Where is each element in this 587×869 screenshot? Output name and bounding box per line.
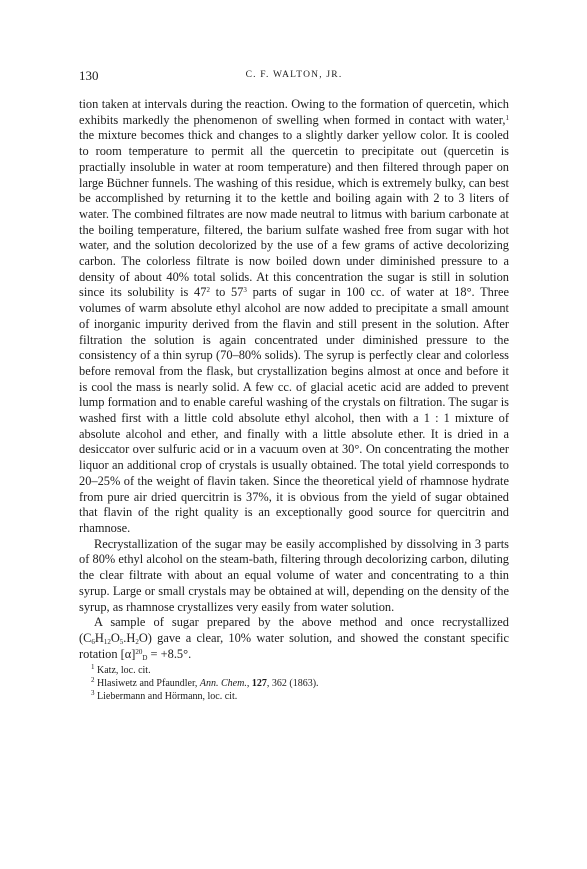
text-span: parts of sugar in 100 cc. of water at 18°. Three volumes of warm absolute ethyl alcohol are now added to precipitate a small amount of inorganic impurity derived from the flavin and still present in the solution. After filtration the solution is again concentrated under diminished pressure to the consistency of a thin syrup (70–80% solids). The syrup is perfectly clear and colorless before removal from the flask, but crystallization begins almost at once and before it is cool the mass is nearly solid. A few cc. of glacial acetic acid are added to prevent lump formation and to enable careful washing of the crystals on filtration. The sugar is washed first with a little cold absolute ethyl alcohol, then with a 1 : 1 mixture of absolute alcohol and ether, and finally with a little absolute ether. It is dried in a desiccator over sulfuric acid or in a vacuum oven at 30°. On concentrating the mother liquor an additional crop of crystals is usually obtained. The total yield corresponds to 20–25% of the weight of flavin taken. Since the theoretical yield of rhamnose hydrate from pure air dried quercitrin is 37%, it is obvious from the yield of sugar obtained that flavin of the right quality is an exceptionally good source for quercitrin and rhamnose. xyxy=(79,285,510,535)
footnote-text: , 362 (1863). xyxy=(266,678,319,690)
footnote-ref: 2 xyxy=(206,286,210,295)
footnotes xyxy=(79,664,509,703)
subscript: 12 xyxy=(103,637,111,646)
text-span: O) gave a clear, 10% water solution, and showed the constant specific rotation [α] xyxy=(79,630,509,661)
page-header xyxy=(79,68,509,88)
footnote-ref: 3 xyxy=(243,286,247,295)
subscript: 6 xyxy=(91,637,95,646)
superscript: 20 xyxy=(135,647,143,656)
text-span: A sample of sugar prepared by the above method and once recrystallized (C xyxy=(79,615,509,645)
body-text xyxy=(79,97,509,703)
footnote-ref: 1 xyxy=(505,113,509,122)
journal-name: Ann. Chem. xyxy=(199,678,247,690)
footnote-number: 1 xyxy=(91,663,95,672)
volume-number: 127 xyxy=(251,678,267,690)
paragraph-1 xyxy=(79,97,509,537)
paragraph-3 xyxy=(79,615,509,662)
text-span: .H xyxy=(123,630,136,645)
text-span: to 57 xyxy=(209,285,244,300)
text-span: = +8.5°. xyxy=(147,646,192,661)
footnote-2 xyxy=(91,677,509,690)
paragraph-2: Recrystallization of the sugar may be easily accomplished by dissolving in 3 parts of 80% ethyl alcohol on the steam-bath, filtering through decolorizing carbon, diluting the clear filtrate with about an equal volume of water and concentrating to a thin syrup. Large or small crystals may be obtained at will, depending on the density of the syrup, as rhamnose crystallizes very easily from water solution. xyxy=(79,536,509,614)
text-span: the mixture becomes thick and changes to a slightly darker yellow color. It is cooled to room temperature to permit all the quercetin to precipitate out (quercetin is practially insoluble in water at room temperature) and then filtered through paper on large Büchner funnels. The washing of this residue, which is extremely bulky, can best be accomplished by returning it to the kettle and boiling again with 2 to 3 liters of water. The combined filtrates are now made neutral to litmus with barium carbonate at the boiling temperature, filtered, the barium sulfate washed free from sugar with hot water, and the solution decolorized by the use of a few grams of active decolorizing carbon. The colorless filtrate is now boiled down under diminished pressure to a density of about 40% total solids. At this concentration the sugar is still in solution since its solubility is 47 xyxy=(79,128,509,300)
text-span: O xyxy=(110,630,120,645)
footnote-text: Katz, loc. cit. xyxy=(97,665,151,677)
subscript: 5 xyxy=(119,637,124,646)
footnote-number: 3 xyxy=(91,689,95,698)
page-number: 130 xyxy=(79,68,99,83)
footnote-number: 2 xyxy=(91,676,95,685)
footnote-text: Liebermann and Hörmann, loc. cit. xyxy=(97,691,238,703)
subscript: D xyxy=(142,653,148,662)
footnote-text: , xyxy=(246,678,252,690)
footnote-3 xyxy=(91,690,509,703)
footnote-text: Hlasiwetz and Pfaundler, xyxy=(97,678,200,690)
footnote-1 xyxy=(91,664,509,677)
running-head: C. F. WALTON, JR. xyxy=(245,70,343,80)
subscript: 2 xyxy=(135,637,139,646)
text-span: tion taken at intervals during the reaction. Owing to the formation of quercetin, which exhibits markedly the phenomenon of swelling when formed in contact with water, xyxy=(79,97,509,127)
text-span: H xyxy=(94,630,104,645)
